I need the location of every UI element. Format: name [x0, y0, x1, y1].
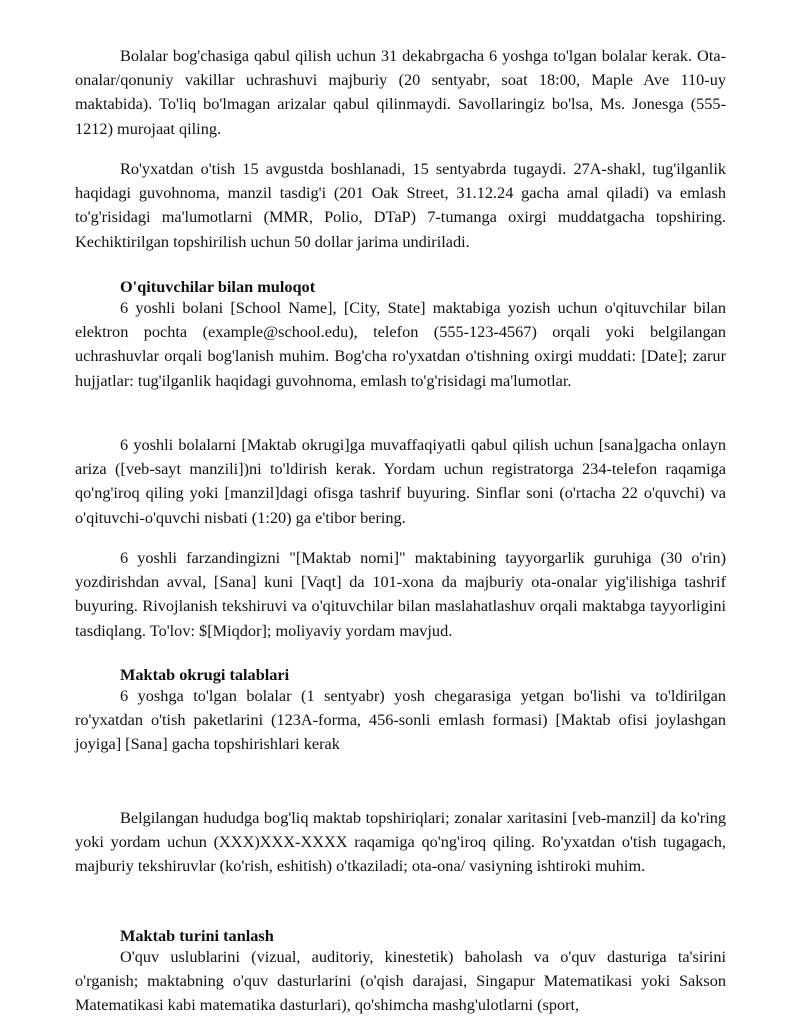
district-requirements-paragraph-1: 6 yoshga to'lgan bolalar (1 sentyabr) yosh chegarasiga yetgan bo'lishi va to'ldirilgan ro'yxatdan o'tish paketlarini (123A-forma, 456-sonli emlash formasi) [Maktab ofisi joylashgan joyiga] [Sana] gacha topshirishlari kerak	[75, 686, 726, 754]
teacher-communication-paragraph-1: 6 yoshli bolani [School Name], [City, State] maktabiga yozish uchun o'qituvchilar bilan elektron pochta (example@school.edu), telefon (555-123-4567) orqali yoki belgilangan uchrashuvlar orqali bog'lanish muhim. Bog'cha ro'yxatdan o'tishning oxirgi muddati: [Date]; zarur hujjatlar: tug'ilganlik haqidagi guvohnoma, emlash to'g'risidagi ma'lumotlar.	[75, 298, 726, 390]
teacher-communication-paragraph-2: 6 yoshli bolalarni [Maktab okrugi]ga muvaffaqiyatli qabul qilish uchun [sana]gacha onlayn ariza ([veb-sayt manzili])ni to'ldirish kerak. Yordam uchun registratorga 234-telefon raqamiga qo'ng'iroq qiling yoki [manzil]dagi ofisga tashrif buyuring. Sinflar soni (o'rtacha 22 o'quvchi) va o'qituvchi-o'quvchi nisbati (1:20) ga e'tibor bering.	[75, 435, 726, 527]
section-heading-teacher-communication: O'qituvchilar bilan muloqot	[120, 277, 316, 296]
teacher-communication-paragraph-3: 6 yoshli farzandingizni "[Maktab nomi]" maktabining tayyorgarlik guruhiga (30 o'rin) yozdirishdan avval, [Sana] kuni [Vaqt] da 101-xona da majburiy ota-onalar yig'ilishiga tashrif buyuring. Rivojlanish tekshiruvi va o'qituvchilar bilan maslahatlashuv orqali maktabga tayyorligini tasdiqlang. To'lov: $[Miqdor]; moliyaviy yordam mavjud.	[75, 548, 726, 640]
district-requirements-paragraph-2: Belgilangan hududga bog'liq maktab topshiriqlari; zonalar xaritasini [veb-manzil] da ko'ring yoki yordam uchun (XXX)XXX-XXXX raqamiga qo'ng'iroq qiling. Ro'yxatdan o'tish tugagach, majburiy tekshiruvlar (ko'rish, eshitish) o'tkaziladi; ota-ona/ vasiyning ishtiroki muhim.	[75, 808, 726, 876]
section-heading-school-type: Maktab turini tanlash	[120, 926, 274, 945]
intro-paragraph-1: Bolalar bog'chasiga qabul qilish uchun 31 dekabrgacha 6 yoshga to'lgan bolalar kerak. Ota-onalar/qonuniy vakillar uchrashuvi majburiy (20 sentyabr, soat 18:00, Maple Ave 110-uy maktabida). To'liq bo'lmagan arizalar qabul qilinmaydi. Savollaringiz bo'lsa, Ms. Jonesga (555-1212) murojaat qiling.	[75, 46, 726, 138]
section-heading-district-requirements: Maktab okrugi talablari	[120, 665, 290, 684]
intro-paragraph-2: Ro'yxatdan o'tish 15 avgustda boshlanadi, 15 sentyabrda tugaydi. 27A-shakl, tug'ilganlik haqidagi guvohnoma, manzil tasdig'i (201 Oak Street, 31.12.24 gacha amal qiladi) va emlash to'g'risidagi ma'lumotlarni (MMR, Polio, DTaP) 7-tumanga oxirgi muddatgacha topshiring. Kechiktirilgan topshirilish uchun 50 dollar jarima undiriladi.	[75, 159, 726, 251]
school-type-paragraph-1: O'quv uslublarini (vizual, auditoriy, kinestetik) baholash va o'quv dasturiga ta'sirini o'rganish; maktabning o'quv dasturlarini (o'qish darajasi, Singapur Matematikasi yoki Sakson Matematikasi kabi matematika dasturlari), qo'shimcha mashg'ulotlarni (sport,	[75, 947, 726, 1015]
